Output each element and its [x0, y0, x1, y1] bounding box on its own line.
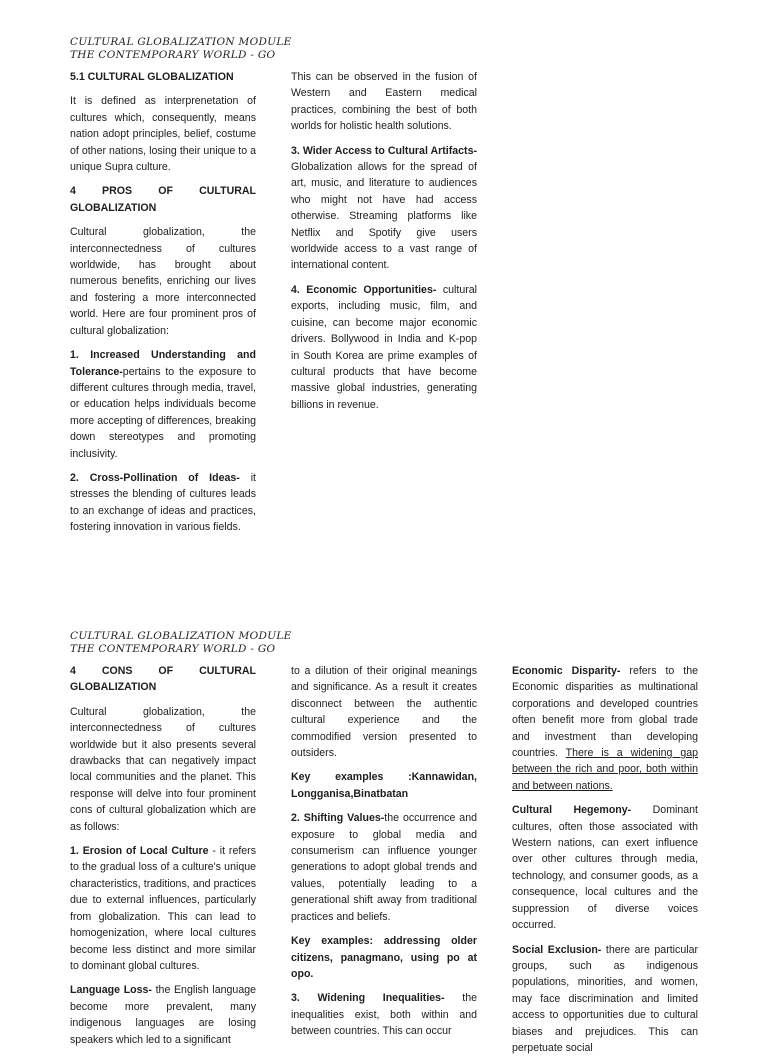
con-1-continued: to a dilution of their original meanings and significance. As a result it creates disconnect between the authentic cultural experience and the commodified version presented to outsiders.	[291, 665, 477, 760]
con-3-title: 3. Widening Inequalities-	[291, 992, 445, 1005]
pro-1	[70, 347, 256, 462]
social-exclusion	[512, 942, 698, 1057]
cons-heading: 4 CONS OF CULTURAL GLOBALIZATION	[70, 665, 256, 694]
header-line-2: THE CONTEMPORARY WORLD - GO	[70, 643, 276, 655]
pros-intro: Cultural globalization, the interconnectedness of cultures worldwide, has brought about numerous benefits, enriching our lives and fostering a more interconnected world. Here are four prominent pros of cultural globalization:	[70, 226, 256, 337]
page1-right-column	[291, 69, 477, 421]
economic-disparity	[512, 663, 698, 794]
social-exclusion-text: there are particular groups, such as indigenous populations, minorities, and women, may face discrimination and limited access to opportunities due to cultural biases and prejudices. This can perpetuate social	[512, 943, 698, 1054]
page2-middle-column	[291, 663, 477, 1048]
con-2	[291, 810, 477, 925]
pro-1-title: 1. Increased Understanding and Tolerance-	[70, 349, 256, 378]
pro-4-text: cultural exports, including music, film, and cuisine, can become major economic drivers. Bollywood in India and K-pop in South Korea are prime examples of cultural products that have become massive global industries, generating billions in revenue.	[291, 283, 477, 411]
economic-disparity-title: Economic Disparity-	[512, 665, 621, 677]
pros-heading: 4 PROS OF CULTURAL GLOBALIZATION	[70, 185, 256, 214]
con-2-title: 2. Shifting Values-	[291, 812, 385, 825]
pro-4-title: 4. Economic Opportunities-	[291, 283, 437, 296]
con-1-text: - it refers to the gradual loss of a culture's unique characteristics, traditions, and practices due to external influences, particularly from globalization. This can lead to homogenization, where local cultures become less distinct and more similar to dominant global cultures.	[70, 845, 257, 972]
section-title: 5.1 CULTURAL GLOBALIZATION	[70, 71, 234, 83]
pro-1-text: pertains to the exposure to different cultures through media, travel, or education helps individuals become more accepting of differences, breaking down stereotypes and promoting inclusivity.	[70, 365, 256, 460]
header-line-1: CULTURAL GLOBALIZATION MODULE	[70, 36, 292, 48]
cultural-hegemony-title: Cultural Hegemony-	[512, 804, 632, 817]
con-1	[70, 843, 256, 974]
pro-4	[291, 282, 477, 413]
cultural-hegemony-text: Dominant cultures, often those associated with Western nations, can exert influence over other cultures through media, technology, and consumer goods, as a consequence, local cultures and the suppression of diverse voices occurred.	[512, 804, 698, 932]
header-line-1: CULTURAL GLOBALIZATION MODULE	[70, 630, 292, 642]
header-line-2: THE CONTEMPORARY WORLD - GO	[70, 49, 276, 61]
con-3	[291, 990, 477, 1039]
pro-2-continued: This can be observed in the fusion of Western and Eastern medical practices, combining the best of both worlds for holistic health solutions.	[291, 71, 477, 133]
cultural-hegemony	[512, 802, 698, 933]
pro-2-text: it stresses the blending of cultures leads to an exchange of ideas and practices, fostering innovation in various fields.	[70, 471, 256, 534]
page2-header	[70, 630, 292, 656]
language-loss-title: Language Loss-	[70, 984, 152, 997]
pro-3-title: 3. Wider Access to Cultural Artifacts-	[291, 144, 477, 157]
language-loss-text: the English language become more prevalent, many indigenous languages are losing speakers which led to a significant	[70, 984, 256, 1046]
page1-header	[70, 36, 292, 62]
key-examples-2: Key examples: addressing older citizens, panagmano, using po at opo.	[291, 935, 477, 980]
definition-paragraph: It is defined as interprenetation of cultures which, consequently, means nation adopt principles, belief, costume of other nations, losing their unique to a unique Supra culture.	[70, 95, 256, 174]
con-2-text: the occurrence and exposure to global media and consumerism can influence younger generations to adopt global trends and values, potentially leading to a generational shift away from traditional practices and beliefs.	[291, 812, 477, 923]
pro-2	[70, 470, 256, 536]
con-1-title: 1. Erosion of Local Culture	[70, 845, 209, 858]
page2-left-column	[70, 663, 256, 1056]
pro-2-title: 2. Cross-Pollination of Ideas-	[70, 471, 240, 484]
key-examples-1: Key examples :Kannawidan, Longganisa,Binatbatan	[291, 771, 477, 800]
pro-3	[291, 143, 477, 274]
page1-left-column	[70, 69, 256, 544]
pro-3-text: Globalization allows for the spread of art, music, and literature to audiences who might not have had access otherwise. Streaming platforms like Netflix and Spotify give users worldwide access to a vast range of international content.	[291, 161, 477, 272]
social-exclusion-title: Social Exclusion-	[512, 943, 602, 956]
con-3-text: the inequalities exist, both within and between countries. This can occur	[291, 992, 477, 1038]
economic-disparity-underlined: There is a widening gap between the rich and poor, both within and between nations.	[512, 747, 698, 792]
language-loss	[70, 982, 256, 1048]
cons-intro: Cultural globalization, the interconnectedness of cultures worldwide but it also presents several drawbacks that can negatively impact local communities and the planet. This response will delve into four prominent cons of cultural globalization which are as follows:	[70, 705, 256, 833]
economic-disparity-text: refers to the Economic disparities as multinational corporations and developed countries often benefit more from global trade and investment than developing countries.	[512, 665, 698, 760]
page2-right-column	[512, 663, 698, 1064]
